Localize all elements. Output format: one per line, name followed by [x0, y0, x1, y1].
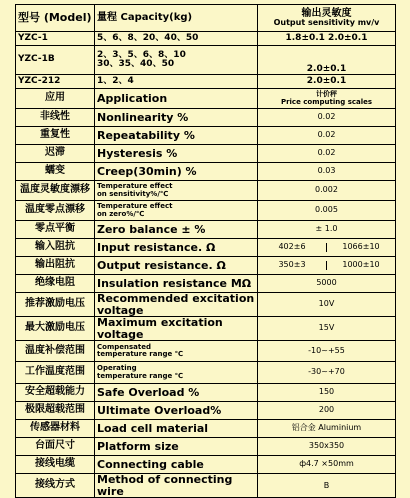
- spec-value-a: 350±3: [258, 261, 327, 269]
- spec-row: [16, 163, 396, 181]
- spec-value: ф4.7 ×50mm: [258, 456, 396, 474]
- spec-cn: 工作温度范围: [16, 362, 95, 384]
- spec-value: -30~+70: [258, 362, 396, 384]
- header-sensitivity: [258, 5, 396, 32]
- spec-en: Compensated temperature range ℃: [95, 341, 258, 362]
- spec-cn: 温度零点漂移: [16, 201, 95, 221]
- spec-value-b: 1000±10: [342, 260, 380, 270]
- spec-cn: 接线电缆: [16, 456, 95, 474]
- spec-row: [16, 402, 396, 420]
- model-name: YZC-1: [16, 32, 95, 46]
- spec-cn: 接线方式: [16, 474, 95, 498]
- spec-row: [16, 145, 396, 163]
- spec-value: 5000: [258, 275, 396, 293]
- spec-row: [16, 257, 396, 275]
- spec-en: Output resistance. Ω: [95, 257, 258, 275]
- spec-value: ± 1.0: [258, 221, 396, 239]
- spec-cn: 推荐激励电压: [16, 293, 95, 317]
- spec-en: Repeatability %: [95, 127, 258, 145]
- spec-value: [258, 239, 396, 257]
- spec-en: Nonlinearity %: [95, 109, 258, 127]
- spec-cn: 输入阻抗: [16, 239, 95, 257]
- model-sensitivity: 2.0±0.1: [258, 46, 396, 75]
- spec-en: Insulation resistance MΩ: [95, 275, 258, 293]
- spec-row: [16, 293, 396, 317]
- spec-row: [16, 317, 396, 341]
- spec-row: [16, 181, 396, 201]
- spec-row: [16, 201, 396, 221]
- model-capacity: 1、2、4: [95, 75, 258, 89]
- spec-en: Temperature effect on zero%/℃: [95, 201, 258, 221]
- spec-row: [16, 239, 396, 257]
- spec-cn: 最大激励电压: [16, 317, 95, 341]
- spec-row: [16, 127, 396, 145]
- spec-cn: 绝缘电阻: [16, 275, 95, 293]
- model-sensitivity: 1.8±0.1 2.0±0.1: [258, 32, 396, 46]
- spec-value: 铝合金 Aluminium: [258, 420, 396, 438]
- spec-row: [16, 384, 396, 402]
- model-name: YZC-212: [16, 75, 95, 89]
- header-sensitivity-en: Output sensitivity mv/v: [273, 18, 380, 28]
- spec-cn: 输出阻抗: [16, 257, 95, 275]
- header-capacity: 量程 Capacity(kg): [95, 5, 258, 32]
- spec-en: Ultimate Overload%: [95, 402, 258, 420]
- spec-en: Safe Overload %: [95, 384, 258, 402]
- spec-row: [16, 362, 396, 384]
- spec-row: [16, 341, 396, 362]
- spec-row: [16, 89, 396, 109]
- spec-en: Operating temperature range ℃: [95, 362, 258, 384]
- spec-value: B: [258, 474, 396, 498]
- spec-cn: 迟滞: [16, 145, 95, 163]
- spec-value: -10~+55: [258, 341, 396, 362]
- spec-cn: 安全超载能力: [16, 384, 95, 402]
- spec-en: Zero balance ± %: [95, 221, 258, 239]
- spec-cn: 温度补偿范围: [16, 341, 95, 362]
- model-capacity: 5、6、8、20、40、50: [95, 32, 258, 46]
- spec-row: [16, 420, 396, 438]
- spec-en: Application: [95, 89, 258, 109]
- spec-value: 0.02: [258, 127, 396, 145]
- spec-en: Recommended excitation voltage: [95, 293, 258, 317]
- spec-value: 计价秤 Price computing scales: [258, 89, 396, 109]
- spec-cn: 非线性: [16, 109, 95, 127]
- spec-value: [258, 257, 396, 275]
- spec-cn: 零点平衡: [16, 221, 95, 239]
- spec-cn: 极限超载范围: [16, 402, 95, 420]
- spec-cn: 蠕变: [16, 163, 95, 181]
- spec-value: 0.002: [258, 181, 396, 201]
- spec-en: Method of connecting wire: [95, 474, 258, 498]
- spec-value-a: 402±6: [258, 243, 327, 251]
- spec-value-b: 1066±10: [342, 242, 380, 252]
- spec-row: [16, 438, 396, 456]
- spec-en: Input resistance. Ω: [95, 239, 258, 257]
- spec-row: [16, 275, 396, 293]
- model-name: YZC-1B: [16, 46, 95, 75]
- spec-value: 0.005: [258, 201, 396, 221]
- model-capacity: 2、3、5、6、8、10 30、35、40、50: [95, 46, 258, 75]
- spec-cn: 温度灵敏度漂移: [16, 181, 95, 201]
- spec-cn: 重复性: [16, 127, 95, 145]
- header-sensitivity-cn: 输出灵敏度: [301, 7, 352, 19]
- spec-value: 150: [258, 384, 396, 402]
- model-sensitivity: 2.0±0.1: [258, 75, 396, 89]
- spec-value: 0.02: [258, 109, 396, 127]
- spec-value: 10V: [258, 293, 396, 317]
- spec-en: Load cell material: [95, 420, 258, 438]
- spec-value: 0.03: [258, 163, 396, 181]
- spec-en: Maximum excitation voltage: [95, 317, 258, 341]
- spec-en: Connecting cable: [95, 456, 258, 474]
- spec-cn: 台面尺寸: [16, 438, 95, 456]
- spec-en: Hysteresis %: [95, 145, 258, 163]
- header-model: 型号 (Model): [16, 5, 95, 32]
- spec-en: Temperature effect on sensitivity%/℃: [95, 181, 258, 201]
- spec-table: [15, 4, 396, 498]
- spec-row: [16, 456, 396, 474]
- spec-value: 200: [258, 402, 396, 420]
- spec-value: 350x350: [258, 438, 396, 456]
- spec-en: Platform size: [95, 438, 258, 456]
- spec-en: Creep(30min) %: [95, 163, 258, 181]
- spec-value: 0.02: [258, 145, 396, 163]
- spec-cn: 应用: [16, 89, 95, 109]
- spec-row: [16, 474, 396, 498]
- spec-value: 15V: [258, 317, 396, 341]
- spec-cn: 传感器材料: [16, 420, 95, 438]
- spec-row: [16, 109, 396, 127]
- spec-row: [16, 221, 396, 239]
